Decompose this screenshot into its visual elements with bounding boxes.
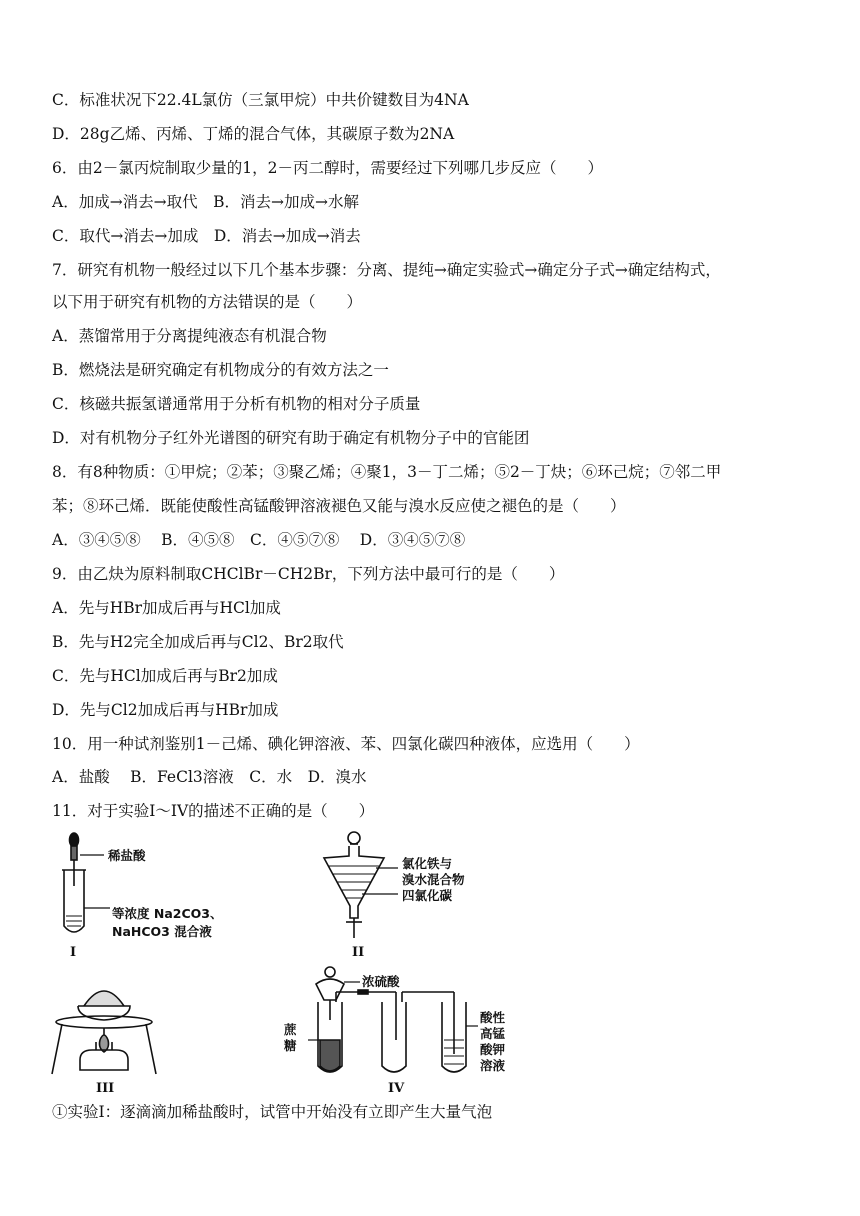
question-8-line2: 苯；⑧环己烯．既能使酸性高锰酸钾溶液褪色又能与溴水反应使之褪色的是（ ） <box>52 497 626 515</box>
exp1-mixture-label-2: NaHCO3 混合液 <box>112 924 212 939</box>
exp4-roman-label: IV <box>388 1081 405 1096</box>
exp1-roman-label: I <box>70 945 77 960</box>
option-d-q5: D．28g乙烯、丙烯、丁烯的混合气体，其碳原子数为2NA <box>52 125 455 143</box>
exp4-permanganate-label-1: 酸性 <box>480 1010 506 1025</box>
exp4-acid-label: 浓硫酸 <box>362 974 400 989</box>
experiment-diagram <box>40 826 540 1096</box>
exp4-permanganate-label-4: 溶液 <box>480 1058 506 1073</box>
experiment-3-apparatus <box>52 991 156 1074</box>
exp2-label-2: 溴水混合物 <box>402 872 465 887</box>
exp2-label-1: 氯化铁与 <box>402 856 453 871</box>
question-11: 11．对于实验I～IV的描述不正确的是（ ） <box>52 802 375 820</box>
exp4-permanganate-label-2: 高锰 <box>480 1026 506 1041</box>
q6-options-ab: A．加成→消去→取代 B．消去→加成→水解 <box>52 193 360 211</box>
statement-1: ①实验I：逐滴滴加稀盐酸时，试管中开始没有立即产生大量气泡 <box>52 1103 493 1121</box>
q9-option-c: C．先与HCl加成后再与Br2加成 <box>52 667 278 685</box>
option-c-q5: C．标准状况下22.4L氯仿（三氯甲烷）中共价键数目为4NA <box>52 91 469 109</box>
exp4-sugar-label-1: 蔗 <box>284 1022 297 1037</box>
q10-options: A．盐酸 B．FeCl3溶液 C．水 D．溴水 <box>52 768 367 786</box>
question-10: 10．用一种试剂鉴别1－己烯、碘化钾溶液、苯、四氯化碳四种液体，应选用（ ） <box>52 735 640 753</box>
q7-option-c: C．核磁共振氢谱通常用于分析有机物的相对分子质量 <box>52 395 421 413</box>
exp1-mixture-label-1: 等浓度 Na2CO3、 <box>112 906 223 921</box>
exp2-label-3: 四氯化碳 <box>402 888 453 903</box>
q9-option-a: A．先与HBr加成后再与HCl加成 <box>52 599 281 617</box>
q7-option-d: D．对有机物分子红外光谱图的研究有助于确定有机物分子中的官能团 <box>52 429 530 447</box>
question-8-line1: 8．有8种物质：①甲烷；②苯；③聚乙烯；④聚1，3－丁二烯；⑤2－丁炔；⑥环己烷；⑦邻二甲 <box>52 463 722 481</box>
question-6: 6．由2－氯丙烷制取少量的1，2－丙二醇时，需要经过下列哪几步反应（ ） <box>52 159 603 177</box>
experiment-figure <box>40 826 540 1096</box>
q7-option-a: A．蒸馏常用于分离提纯液态有机混合物 <box>52 327 327 345</box>
exp4-sugar-label-2: 糖 <box>284 1038 297 1053</box>
question-9: 9．由乙炔为原料制取CHClBr－CH2Br，下列方法中最可行的是（ ） <box>52 565 565 583</box>
question-7-line2: 以下用于研究有机物的方法错误的是（ ） <box>52 293 363 311</box>
exp2-roman-label: II <box>352 945 365 960</box>
q9-option-b: B．先与H2完全加成后再与Cl2、Br2取代 <box>52 633 344 651</box>
q8-options: A．③④⑤⑧ B．④⑤⑧ C．④⑤⑦⑧ D．③④⑤⑦⑧ <box>52 531 466 549</box>
question-7-line1: 7．研究有机物一般经过以下几个基本步骤：分离、提纯→确定实验式→确定分子式→确定结构式， <box>52 261 721 279</box>
exp1-acid-label: 稀盐酸 <box>108 848 146 863</box>
experiment-1-apparatus <box>62 833 110 932</box>
exp4-permanganate-label-3: 酸钾 <box>480 1042 506 1057</box>
q9-option-d: D．先与Cl2加成后再与HBr加成 <box>52 701 279 719</box>
exp3-roman-label: III <box>96 1081 115 1096</box>
q7-option-b: B．燃烧法是研究确定有机物成分的有效方法之一 <box>52 361 389 379</box>
q6-options-cd: C．取代→消去→加成 D．消去→加成→消去 <box>52 227 361 245</box>
experiment-2-apparatus <box>324 832 398 938</box>
